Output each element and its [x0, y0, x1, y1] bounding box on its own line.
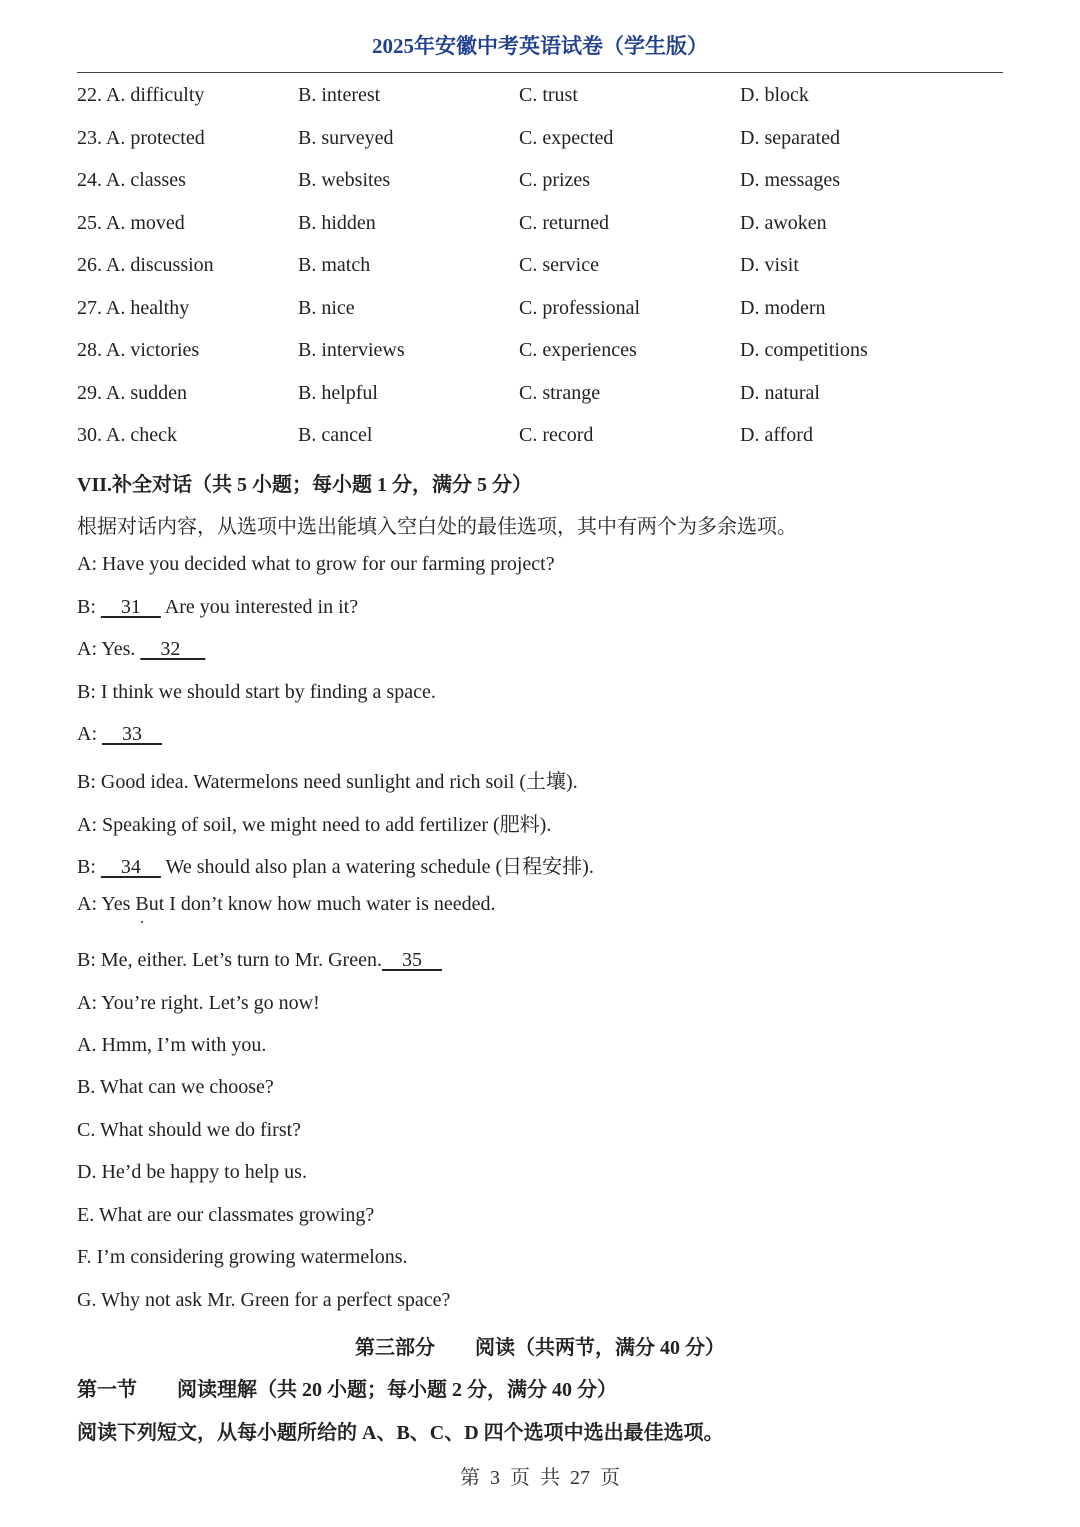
option-row-29 — [77, 382, 1003, 425]
header-divider — [77, 72, 1003, 73]
option-a: 24. A. classes — [77, 169, 186, 191]
reading-instruction: 阅读下列短文，从每小题所给的 A、B、C、D 四个选项中选出最佳选项。 — [77, 1422, 724, 1444]
option-a: 22. A. difficulty — [77, 84, 205, 106]
option-d: D. block — [740, 84, 809, 106]
option-b: B. helpful — [298, 381, 378, 404]
dialogue-line — [77, 638, 205, 661]
option-d: D. competitions — [740, 339, 868, 361]
option-a: 23. A. protected — [77, 126, 205, 149]
section-heading: 第一节 阅读理解（共 20 小题；每小题 2 分，满分 40 分） — [77, 1379, 617, 1401]
option-b: B. cancel — [298, 424, 373, 446]
dialogue-text: We should also plan a watering schedule (日程安排). — [160, 856, 594, 878]
option-c: C. experiences — [519, 339, 637, 361]
option-b: B. surveyed — [298, 126, 394, 149]
dialogue-line: A: Yes But I don’t know how much water is needed. — [77, 893, 496, 915]
page-number — [0, 1461, 1080, 1490]
option-c: C. service — [519, 254, 599, 276]
speaker-text: A: — [77, 723, 102, 745]
choice-item: G. Why not ask Mr. Green for a perfect space? — [77, 1289, 451, 1311]
part-title: 第三部分 阅读（共两节，满分 40 分） — [355, 1337, 725, 1359]
answer-blank-31: 31 — [100, 596, 161, 618]
speaker-text: B: — [77, 856, 101, 878]
choice-item: F. I’m considering growing watermelons. — [77, 1246, 408, 1268]
dialogue-line: A: You’re right. Let’s go now! — [77, 992, 320, 1014]
option-c: C. trust — [519, 84, 578, 106]
option-row-23 — [77, 127, 1003, 170]
dialogue-line — [77, 850, 594, 879]
answer-blank-35: 35 — [381, 949, 442, 971]
option-d: D. afford — [740, 424, 813, 446]
dialogue-line: A: Speaking of soil, we might need to add fertilizer (肥料). — [77, 814, 552, 836]
stray-dot — [141, 921, 143, 923]
option-d: D. natural — [740, 381, 820, 404]
option-d: D. messages — [740, 169, 840, 191]
option-b: B. interviews — [298, 339, 405, 361]
option-row-24 — [77, 169, 1003, 212]
option-row-28 — [77, 339, 1003, 382]
choice-item: C. What should we do first? — [77, 1119, 302, 1141]
speaker-text: A: Yes. — [77, 638, 141, 660]
option-c: C. strange — [519, 381, 601, 404]
dialogue-line: B: I think we should start by finding a space. — [77, 681, 436, 703]
option-d: D. visit — [740, 254, 799, 276]
option-c: C. prizes — [519, 169, 591, 191]
answer-blank-34: 34 — [100, 856, 161, 878]
option-c: C. expected — [519, 126, 614, 149]
option-d: D. awoken — [740, 211, 827, 234]
option-c: C. returned — [519, 211, 609, 234]
option-row-26 — [77, 254, 1003, 297]
option-row-30 — [77, 424, 1003, 467]
option-a: 28. A. victories — [77, 339, 200, 361]
option-b: B. match — [298, 254, 371, 276]
option-row-22 — [77, 84, 1003, 127]
option-row-27 — [77, 297, 1003, 340]
page-title: 2025年安徽中考英语试卷（学生版） — [372, 34, 708, 58]
dialogue-line — [77, 723, 162, 746]
choice-item: B. What can we choose? — [77, 1076, 274, 1098]
option-a: 30. A. check — [77, 424, 177, 446]
option-b: B. hidden — [298, 211, 376, 234]
option-a: 25. A. moved — [77, 211, 185, 234]
option-c: C. professional — [519, 296, 641, 319]
dialogue-line — [77, 949, 442, 972]
choice-item: A. Hmm, I’m with you. — [77, 1034, 267, 1056]
option-a: 27. A. healthy — [77, 296, 190, 319]
option-d: D. separated — [740, 126, 840, 149]
options-table — [77, 84, 1003, 467]
dialogue-line: B: Good idea. Watermelons need sunlight and rich soil (土壤). — [77, 771, 578, 793]
dialogue-line — [77, 596, 358, 619]
section-instruction: 根据对话内容，从选项中选出能填入空白处的最佳选项，其中有两个为多余选项。 — [77, 516, 797, 538]
option-row-25 — [77, 212, 1003, 255]
dialogue-line: A: Have you decided what to grow for our farming project? — [77, 553, 555, 575]
option-d: D. modern — [740, 296, 826, 319]
dialogue-text: Are you interested in it? — [160, 596, 359, 618]
dialogue-text: B: Me, either. Let’s turn to Mr. Green. — [77, 949, 382, 971]
option-a: 26. A. discussion — [77, 254, 214, 276]
option-b: B. interest — [298, 84, 381, 106]
page-number-text: 第 3 页 共 27 页 — [460, 1467, 620, 1489]
answer-blank-32: 32 — [140, 638, 206, 660]
option-b: B. websites — [298, 169, 391, 191]
choice-item: E. What are our classmates growing? — [77, 1204, 375, 1226]
section-heading: VII.补全对话（共 5 小题；每小题 1 分，满分 5 分） — [77, 474, 533, 496]
speaker-text: B: — [77, 596, 101, 618]
answer-blank-33: 33 — [102, 723, 162, 745]
choice-item: D. He’d be happy to help us. — [77, 1161, 307, 1183]
option-c: C. record — [519, 424, 594, 446]
option-a: 29. A. sudden — [77, 381, 187, 404]
option-b: B. nice — [298, 296, 355, 319]
